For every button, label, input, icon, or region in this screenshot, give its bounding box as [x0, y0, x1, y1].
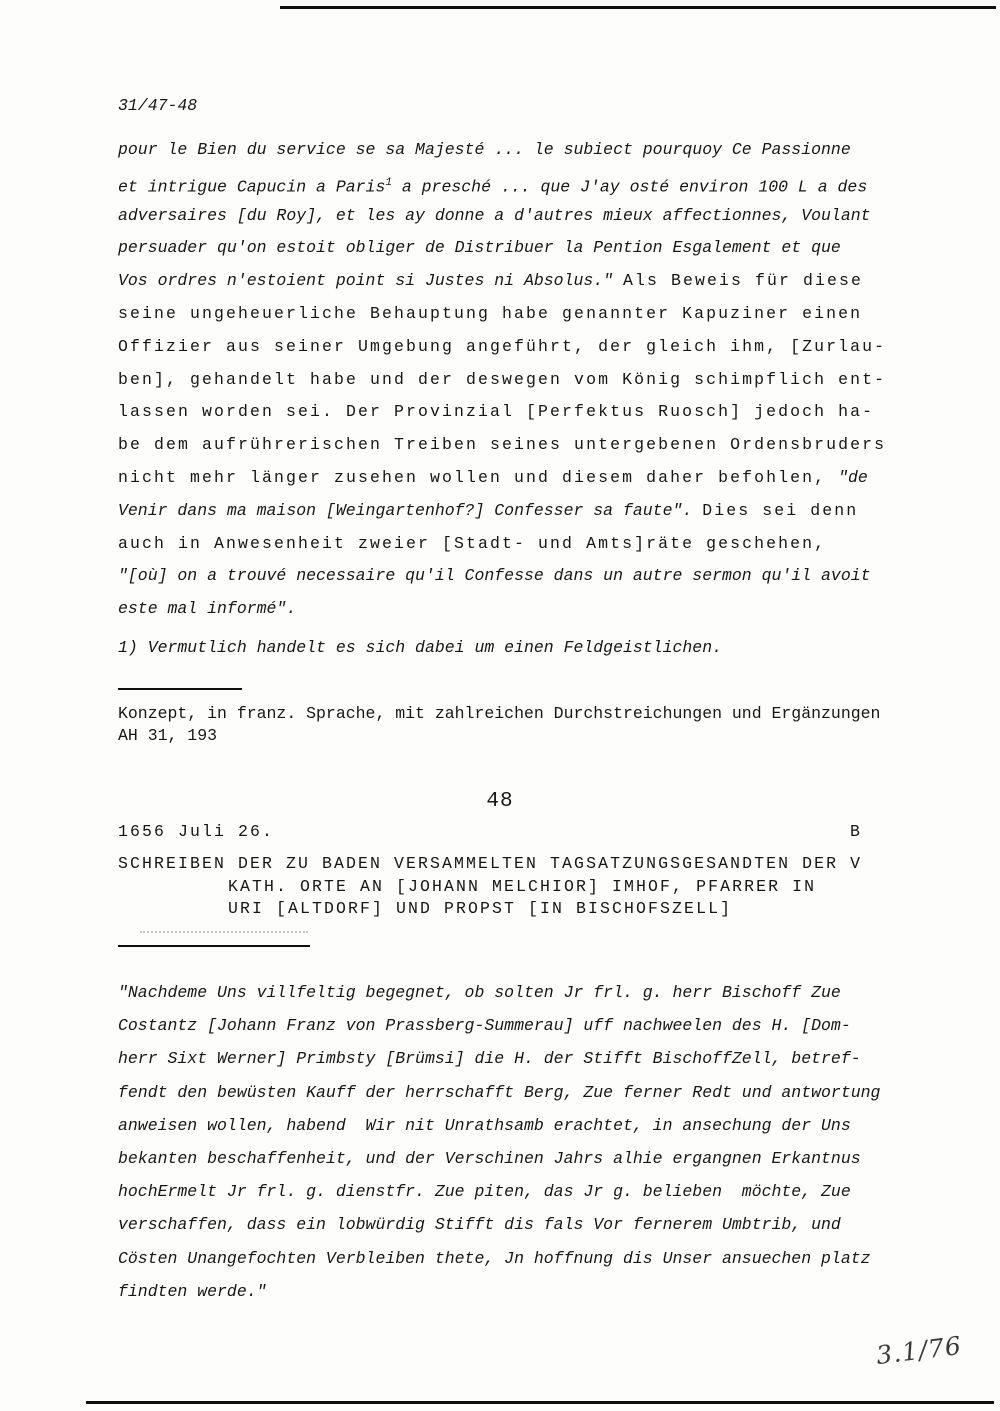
text-line [118, 1009, 928, 1042]
text-segment: 1 [385, 176, 392, 189]
archive-reference: 31/47-48 [118, 96, 198, 115]
source-annotation-line: Konzept, in franz. Sprache, mit zahlreichen Durchstreichungen und Ergänzungen [118, 704, 881, 723]
text-line [118, 853, 938, 876]
text-segment: fendt den bewüsten Kauff der herrschafft Berg, Zue ferner Redt und antwortung [118, 1082, 881, 1102]
text-line [118, 1109, 928, 1142]
text-segment: Vos ordres n'estoient point si Justes ni Absolus." [118, 271, 623, 291]
document-date: 1656 Juli 26. [118, 822, 275, 841]
text-line [118, 200, 918, 233]
top-edge-line [280, 6, 996, 9]
text-line [118, 396, 918, 429]
bottom-edge-line [86, 1401, 994, 1404]
text-segment: findten werde." [118, 1281, 267, 1301]
text-line [118, 167, 918, 200]
text-segment: et intrigue Capucin a Paris [118, 177, 386, 197]
handwritten-note: 3.1/76 [874, 1330, 964, 1371]
text-line [118, 462, 918, 495]
heading-separator [118, 945, 310, 947]
text-line [118, 528, 918, 561]
copy-mark: B [850, 822, 863, 841]
text-segment: verschaffen, dass ein lobwürdig Stifft dis fals Vor fernerem Umbtrib, und [118, 1215, 841, 1235]
text-segment: Cösten Unangefochten Verbleiben thete, Jn hoffnung dis Unser ansuechen platz [118, 1248, 871, 1268]
text-line [118, 1175, 928, 1208]
footnote-text: 1) Vermutlich handelt es sich dabei um einen Feldgeistlichen. [118, 638, 722, 657]
text-segment: SCHREIBEN DER ZU BADEN VERSAMMELTEN TAGSATZUNGSGESANDTEN DER V [118, 854, 863, 873]
text-segment: hochErmelt Jr frl. g. dienstfr. Zue piten, das Jr g. belieben möchte, Zue [118, 1182, 851, 1202]
text-segment: URI [ALTDORF] UND PROPST [IN BISCHOFSZELL] [228, 899, 733, 918]
text-line [118, 1275, 928, 1308]
text-line [118, 495, 918, 528]
text-segment: auch in Anwesenheit zweier [Stadt- und Amts]räte geschehen, [118, 533, 827, 553]
source-annotation [118, 703, 880, 747]
text-line [118, 1242, 928, 1275]
text-segment: Costantz [Johann Franz von Prassberg-Summerau] uff nachweelen des H. [Dom- [118, 1016, 851, 1036]
text-line [118, 134, 918, 167]
text-segment: "de [838, 467, 868, 487]
footnote-separator [118, 688, 242, 690]
archive-signature: AH 31, 193 [118, 726, 218, 745]
scan-artifact [140, 931, 308, 933]
text-segment: Offizier aus seiner Umgebung angeführt, der gleich ihm, [Zurlau- [118, 336, 887, 356]
text-line [118, 976, 928, 1009]
text-segment: a presché ... que J'ay osté environ 100 L a des [391, 177, 868, 197]
text-line [118, 265, 918, 298]
document-47-body [118, 134, 918, 626]
text-line [118, 898, 938, 921]
text-segment: herr Sixt Werner] Primbsty [Brümsi] die H. der Stifft BischoffZell, betref- [118, 1049, 861, 1069]
text-segment: Dies sei denn [702, 500, 859, 520]
text-segment: pour le Bien du service se sa Majesté ... le subiect pourquoy Ce Passionne [118, 140, 851, 159]
text-segment: anweisen wollen, habend Wir nit Unrathsamb erachtet, in ansechung der Uns [118, 1115, 851, 1135]
text-line [118, 560, 918, 593]
text-segment: "[où] on a trouvé necessaire qu'il Confesse dans un autre sermon qu'il avoit [118, 566, 871, 586]
text-line [118, 1076, 928, 1109]
document-48-quote [118, 976, 928, 1308]
text-line [118, 331, 918, 364]
text-line [118, 1142, 928, 1175]
text-segment: "Nachdeme Uns villfeltig begegnet, ob solten Jr frl. g. herr Bischoff Zue [118, 983, 841, 1002]
text-line [118, 298, 918, 331]
text-segment: lassen worden sei. Der Provinzial [Perfektus Ruosch] jedoch ha- [118, 402, 875, 422]
text-segment: ben], gehandelt habe und der deswegen vom König schimpflich ent- [118, 369, 887, 389]
text-line [118, 593, 918, 626]
text-segment: Venir dans ma maison [Weingartenhof?] Confesser sa faute". [118, 500, 703, 520]
text-segment: este mal informé". [118, 599, 297, 619]
text-line [118, 1208, 928, 1241]
text-segment: bekanten beschaffenheit, und der Verschinen Jahrs alhie ergangnen Erkantnus [118, 1148, 861, 1168]
text-segment: KATH. ORTE AN [JOHANN MELCHIOR] IMHOF, PFARRER IN [228, 876, 817, 896]
text-segment: Als Beweis für diese [622, 271, 864, 291]
text-line [118, 1042, 928, 1075]
text-segment: nicht mehr länger zusehen wollen und diesem daher befohlen, [118, 467, 839, 487]
document-number: 48 [486, 790, 514, 813]
text-line [118, 429, 918, 462]
text-segment: adversaires [du Roy], et les ay donne a d'autres mieux affectionnes, Voulant [118, 205, 871, 225]
text-segment: persuader qu'on estoit obliger de Distribuer la Pention Esgalement et que [118, 238, 841, 258]
text-line [118, 364, 918, 397]
text-segment: be dem aufrührerischen Treiben seines untergebenen Ordensbruders [118, 435, 887, 455]
text-segment: seine ungeheuerliche Behauptung habe genannter Kapuziner einen [118, 303, 863, 323]
document-48-heading [118, 853, 938, 921]
text-line [118, 876, 938, 899]
text-line [118, 232, 918, 265]
